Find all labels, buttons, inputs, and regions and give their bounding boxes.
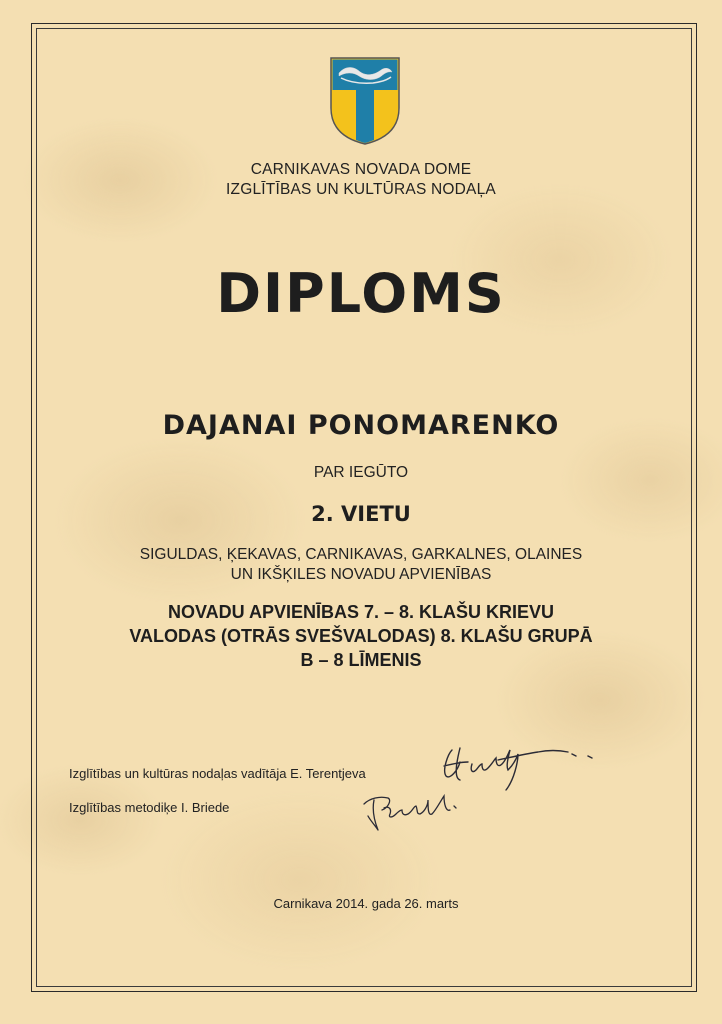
department-name: IZGLĪTĪBAS UN KULTŪRAS NODAĻA bbox=[226, 181, 496, 198]
regions-line-1: SIGULDAS, ĶEKAVAS, CARNIKAVAS, GARKALNES, OLAINES bbox=[139, 546, 583, 563]
coat-of-arms-icon bbox=[329, 56, 401, 146]
competition-line-2: VALODAS (OTRĀS SVEŠVALODAS) 8. KLAŠU GRUPĀ bbox=[129, 626, 593, 646]
place-achieved: 2. VIETU bbox=[311, 502, 411, 526]
competition-line-1: NOVADU APVIENĪBAS 7. – 8. KLAŠU KRIEVU bbox=[167, 602, 555, 622]
date-place-line: Carnikava 2014. gada 26. marts bbox=[273, 896, 459, 911]
signature-icon bbox=[358, 786, 470, 838]
signatory-1: Izglītības un kultūras nodaļas vadītāja E. Terentjeva bbox=[69, 766, 366, 781]
recipient-name: DAJANAI PONOMARENKO bbox=[162, 410, 560, 441]
document-title: DIPLOMS bbox=[216, 262, 506, 325]
competition-line-3: B – 8 LĪMENIS bbox=[300, 650, 422, 670]
signatory-2: Izglītības metodiķe I. Briede bbox=[69, 800, 230, 815]
regions-line-2: UN IKŠĶILES NOVADU APVIENĪBAS bbox=[230, 566, 492, 583]
award-reason-text: PAR IEGŪTO bbox=[313, 464, 409, 481]
organization-name: CARNIKAVAS NOVADA DOME bbox=[250, 161, 472, 178]
